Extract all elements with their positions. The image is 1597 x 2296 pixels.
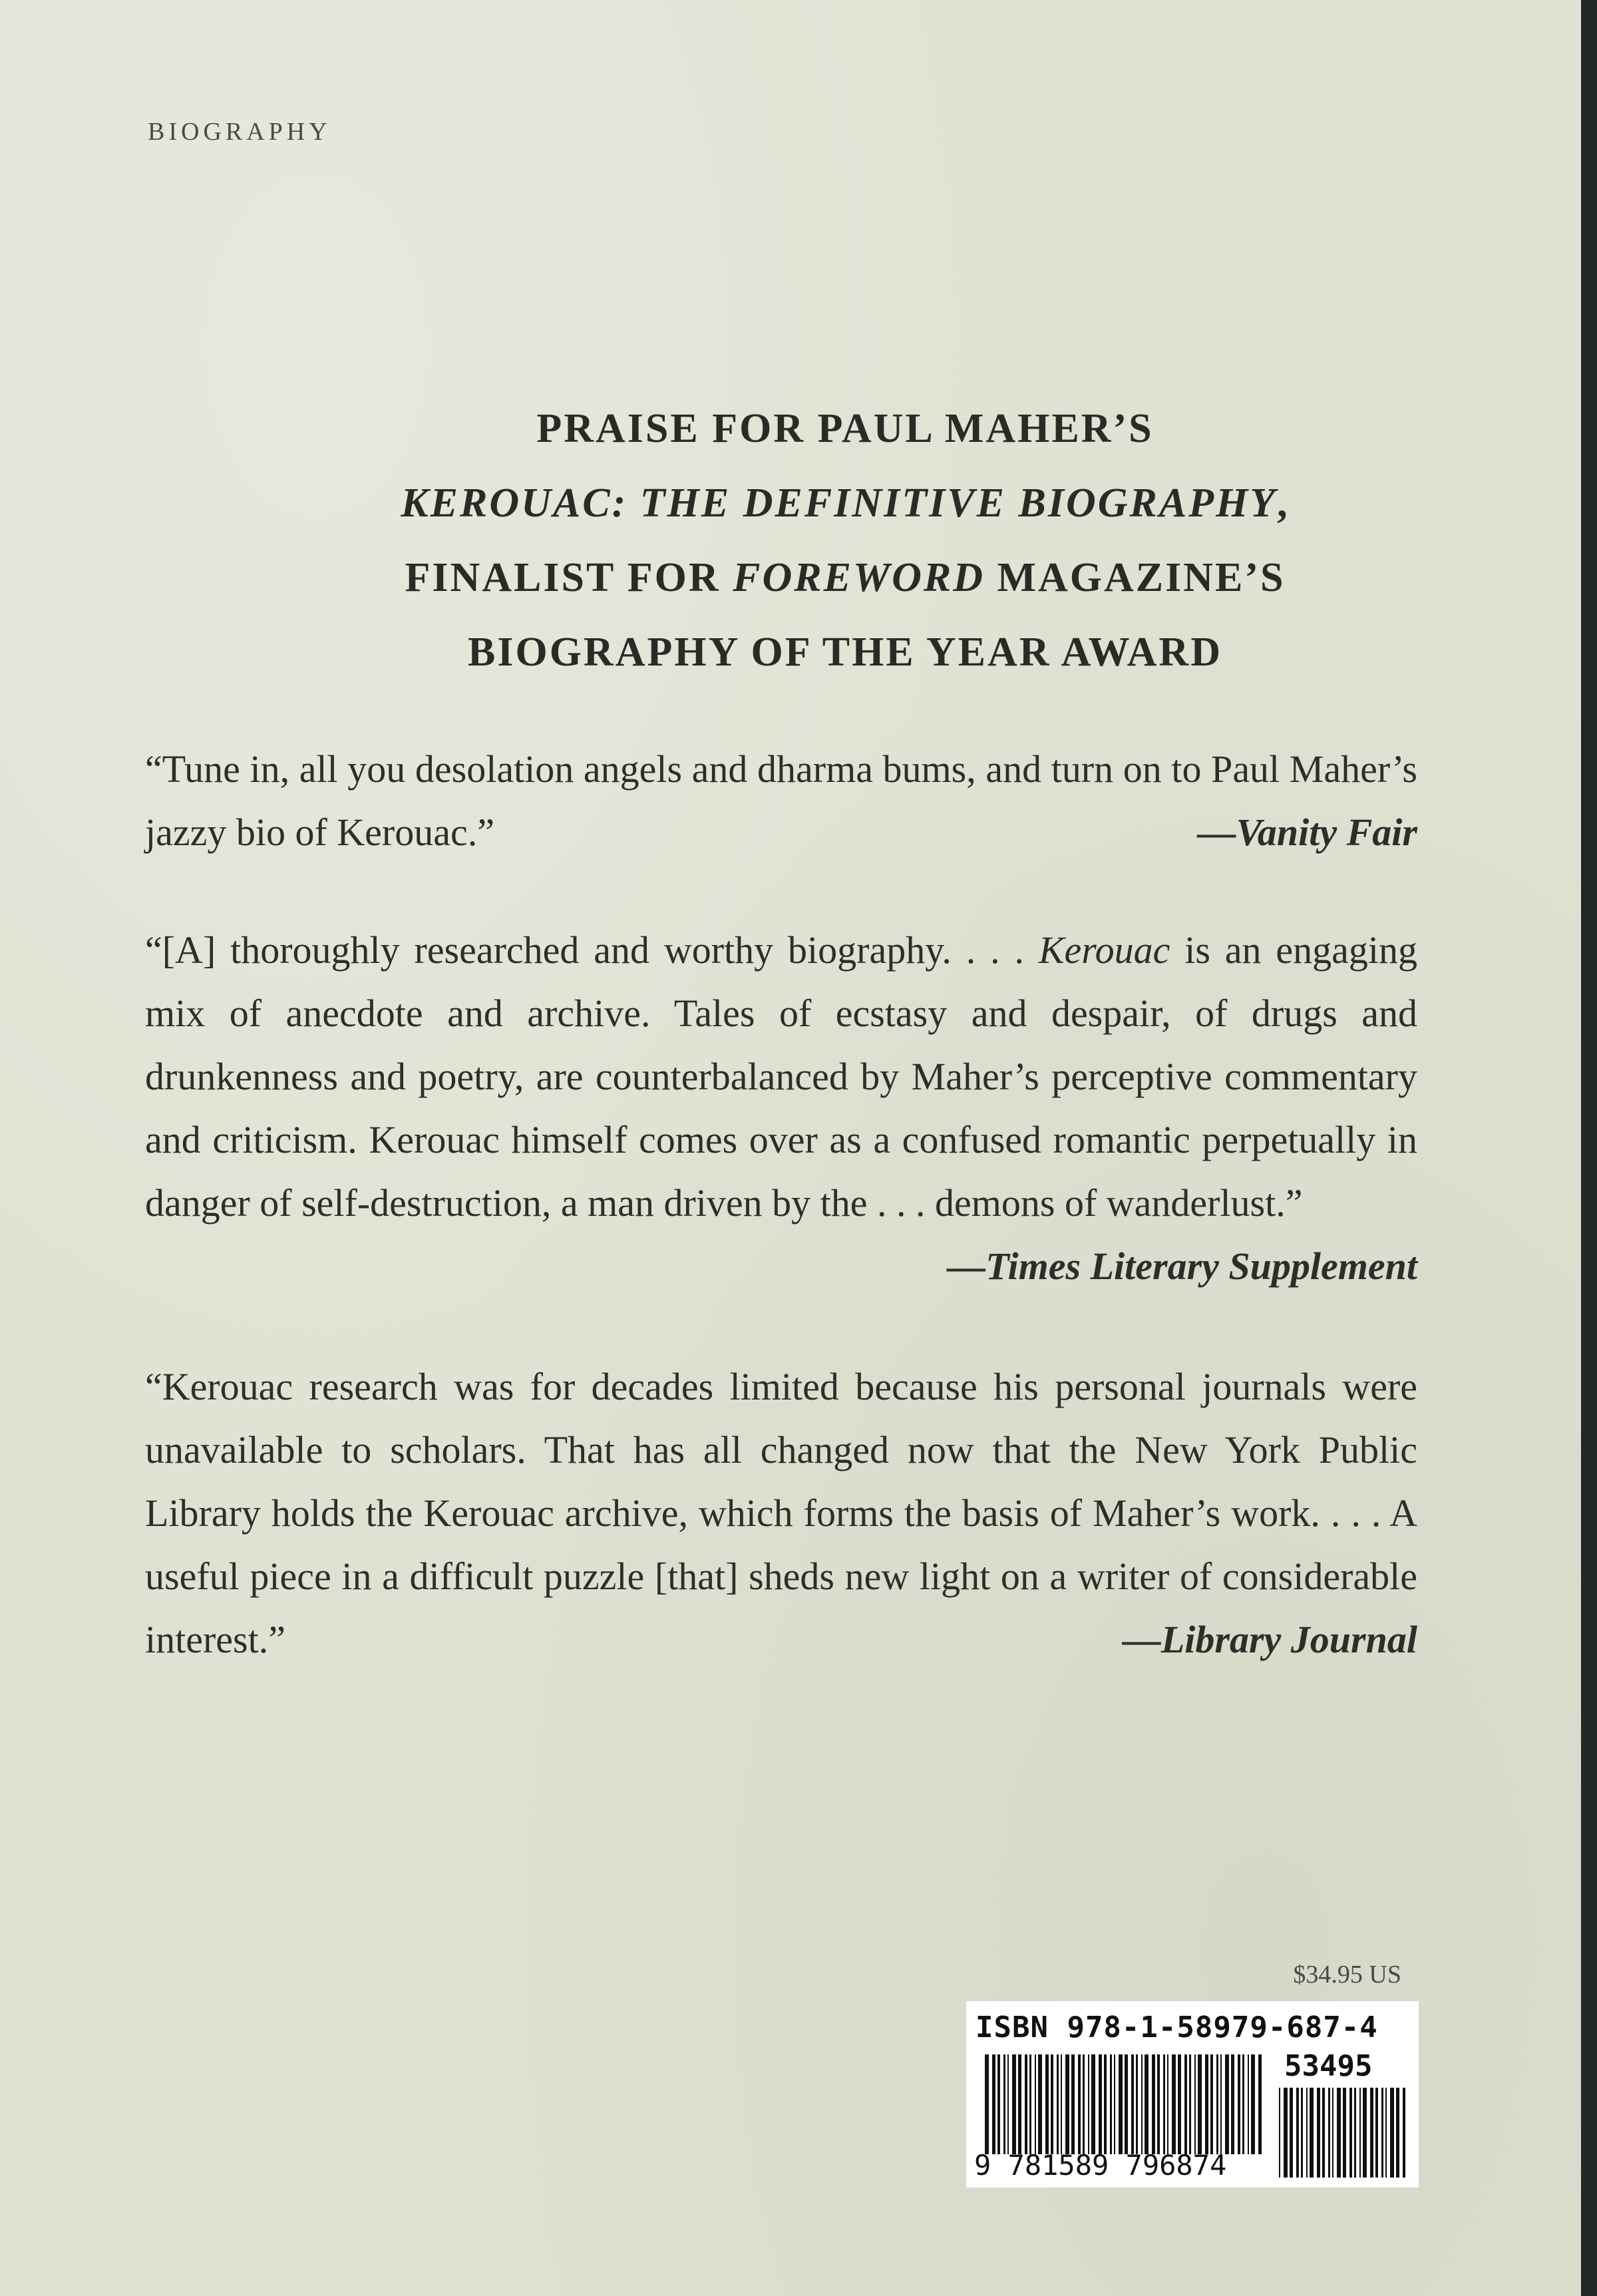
barcode-bar [1184, 2054, 1187, 2154]
attribution-vanity-fair: —Vanity Fair [1197, 811, 1417, 854]
barcode-bar [1088, 2054, 1089, 2154]
barcode-bar [1110, 2054, 1112, 2154]
barcode-bar [1152, 2054, 1155, 2154]
barcode-bar [1258, 2054, 1262, 2154]
barcode-bar [1381, 2088, 1383, 2178]
barcode-bar [1363, 2088, 1367, 2178]
barcode-bar [1167, 2054, 1168, 2154]
praise-heading-line-1: PRAISE FOR PAUL MAHER’S [536, 406, 1154, 451]
praise-heading [146, 391, 1544, 689]
barcode-bar [1310, 2088, 1314, 2178]
barcode-bar [1012, 2054, 1016, 2154]
price-code: 53495 [1284, 2049, 1373, 2083]
quote-times-literary-supplement [145, 918, 1417, 1235]
barcode-bar [1194, 2054, 1196, 2154]
barcode-bar [1210, 2054, 1213, 2154]
barcode-bar [1029, 2054, 1031, 2154]
barcode-bar [1078, 2054, 1081, 2154]
barcode-bar [1296, 2088, 1299, 2178]
barcode-bar [1003, 2054, 1005, 2154]
barcode-bar [1390, 2088, 1394, 2178]
barcode-bar [1071, 2054, 1075, 2154]
barcode-bar [1038, 2054, 1042, 2154]
barcode-bar [1057, 2054, 1059, 2154]
finalist-prefix: FINALIST FOR [405, 555, 733, 600]
barcode-bar [1025, 2054, 1027, 2154]
barcode-bar [1251, 2054, 1255, 2154]
barcode-bar [1225, 2054, 1229, 2154]
barcode-bar [1238, 2054, 1240, 2154]
praise-heading-line-3 [146, 540, 1544, 615]
isbn-label: ISBN 978-1-58979-687-4 [976, 2010, 1378, 2044]
price-barcode-bars [1279, 2088, 1405, 2178]
finalist-suffix: MAGAZINE’S [984, 555, 1286, 600]
book-title-comma: , [1277, 480, 1290, 526]
barcode-bar [1157, 2054, 1160, 2154]
barcode-bar [1141, 2054, 1143, 2154]
barcode-bar [1284, 2088, 1288, 2178]
barcode-bar [1119, 2054, 1123, 2154]
barcode-bar [1328, 2088, 1330, 2178]
barcode-bar [1189, 2054, 1191, 2154]
barcode-bar [1301, 2088, 1303, 2178]
barcode-bar [1359, 2088, 1361, 2178]
barcode-bar [1136, 2054, 1138, 2154]
barcode-bar [1337, 2088, 1341, 2178]
quote-tls-part-2: is an engaging mix of anecdote and archive. Tales of ecstasy and despair, of drugs and drunkenness and poetry, are counterbalanced by Maher’s perceptive commentary and criticism. Kerouac himself comes over as a confused romantic perpetually in danger of self-destruction, a man driven by the . . . demons of wanderlust.” [145, 928, 1417, 1225]
barcode-bar [1322, 2088, 1325, 2178]
barcode-bar [1248, 2054, 1249, 2154]
barcode-bar [1045, 2054, 1049, 2154]
barcode-bar [1091, 2054, 1095, 2154]
barcode-bar [1317, 2088, 1320, 2178]
barcode-bar [1216, 2054, 1218, 2154]
barcode-bar [1131, 2054, 1134, 2154]
barcode-bar [1035, 2054, 1036, 2154]
praise-heading-line-4: BIOGRAPHY OF THE YEAR AWARD [468, 630, 1222, 675]
ean-barcode-bars [985, 2054, 1264, 2154]
barcode-bar [1385, 2088, 1387, 2178]
quote-library-journal: “Kerouac research was for decades limited because his personal journals were unavailable to scholars. That has all changed now that the New York Public Library holds the Kerouac archive, which forms the basis of Maher’s work. . . . A useful piece in a difficult puzzle [that] sheds new light on a writer of considerable interest.” [145, 1365, 1417, 1661]
barcode-bar [1145, 2054, 1149, 2154]
barcode-bar [1083, 2054, 1085, 2154]
barcode-bar [992, 2054, 995, 2154]
attribution-times-literary-supplement: —Times Literary Supplement [947, 1244, 1417, 1288]
ean-digits: 9 781589 796874 [974, 2149, 1227, 2182]
book-title: KEROUAC: THE DEFINITIVE BIOGRAPHY [401, 480, 1278, 526]
barcode-bar [1220, 2054, 1222, 2154]
barcode-bar [1242, 2054, 1244, 2154]
magazine-name: FOREWORD [733, 555, 985, 600]
barcode-bar [1370, 2088, 1373, 2178]
barcode-bar [985, 2054, 989, 2154]
barcode-bar [1343, 2088, 1346, 2178]
barcode-bar [1065, 2054, 1069, 2154]
barcode-bar [1349, 2088, 1352, 2178]
barcode-bar [997, 2054, 1000, 2154]
barcode-bar [1007, 2054, 1009, 2154]
isbn-barcode [966, 2001, 1419, 2188]
barcode-bar [1061, 2054, 1062, 2154]
price-label: $34.95 US [1293, 1961, 1401, 1989]
cover-edge [1581, 0, 1597, 2296]
barcode-bar [1375, 2088, 1378, 2178]
barcode-bar [1163, 2054, 1165, 2154]
barcode-bar [1114, 2054, 1115, 2154]
quote-tls-part-1: “[A] thoroughly researched and worthy biography. . . . [145, 928, 1039, 972]
barcode-bar [1396, 2088, 1399, 2178]
barcode-bar [1354, 2088, 1356, 2178]
barcode-bar [1403, 2088, 1405, 2178]
quote-tls-italic-title: Kerouac [1038, 928, 1170, 972]
quote-vanity-fair: “Tune in, all you desolation angels and dharma bums, and turn on to Paul Maher’s jazzy bio of Kerouac.” [145, 747, 1417, 854]
barcode-bar [1205, 2054, 1208, 2154]
barcode-bar [1172, 2054, 1176, 2154]
praise-heading-line-2 [146, 466, 1544, 540]
barcode-bar [1306, 2088, 1308, 2178]
barcode-bar [1231, 2054, 1234, 2154]
barcode-bar [1018, 2054, 1021, 2154]
barcode-bar [1198, 2054, 1202, 2154]
barcode-bar [1099, 2054, 1102, 2154]
barcode-bar [1051, 2054, 1053, 2154]
barcode-bar [1104, 2054, 1107, 2154]
barcode-bar [1290, 2088, 1293, 2178]
barcode-bar [1125, 2054, 1128, 2154]
barcode-bar [1279, 2088, 1280, 2178]
category-label: BIOGRAPHY [148, 118, 331, 146]
barcode-bar [1332, 2088, 1333, 2178]
barcode-bar [1178, 2054, 1181, 2154]
attribution-library-journal: —Library Journal [1122, 1618, 1417, 1661]
